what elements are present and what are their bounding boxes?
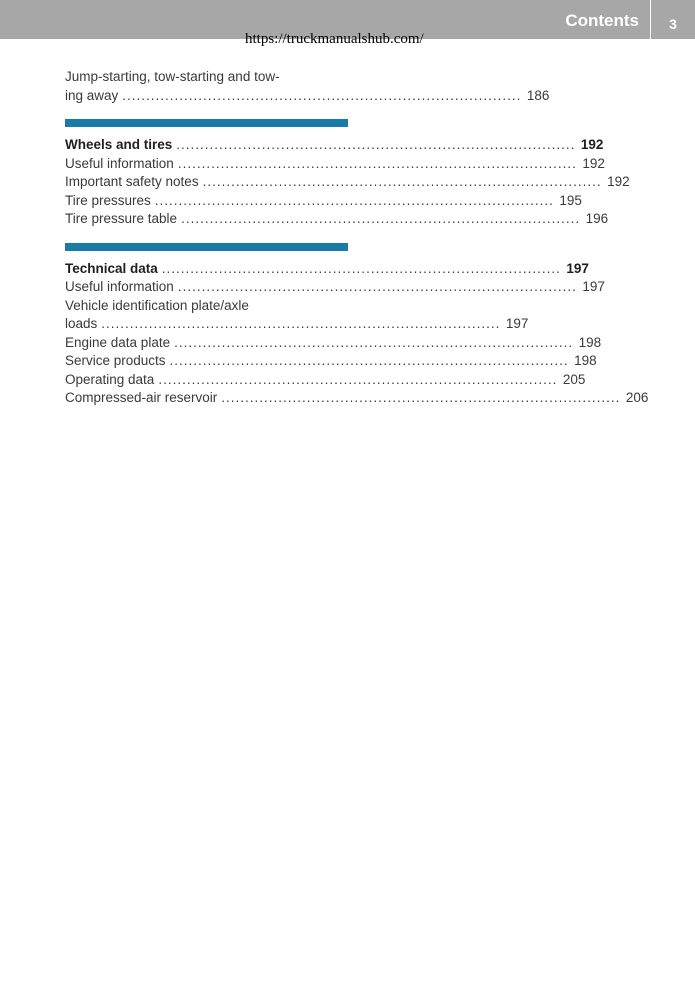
toc-entry[interactable] — [65, 210, 609, 229]
toc-entry[interactable] — [65, 173, 630, 192]
toc-entry[interactable] — [65, 278, 605, 297]
toc-entry-text: ing away — [65, 87, 119, 103]
page-number: 3 — [669, 16, 677, 32]
leader-dots: .................................................................................... — [221, 390, 621, 405]
leader-dots: .................................................................................... — [158, 371, 558, 387]
toc-entry-text: Operating data — [65, 371, 155, 387]
toc-section-title: Technical data — [65, 260, 158, 276]
toc-page-number: 206 — [625, 390, 649, 405]
leader-dots: .................................................................................... — [176, 137, 576, 152]
toc-entry-text: Tire pressures — [65, 192, 151, 208]
toc-entry[interactable] — [65, 389, 649, 408]
leader-dots: .................................................................................... — [169, 353, 569, 368]
toc-entry-text: Engine data plate — [65, 334, 171, 350]
toc-entry[interactable] — [65, 297, 529, 334]
toc-entry-text: Useful information — [65, 279, 174, 294]
toc-section-wheels-and-tires[interactable] — [65, 136, 604, 155]
section-divider — [65, 243, 348, 251]
toc-entry-text: Compressed-air reservoir — [65, 390, 218, 405]
toc-entry-text: Jump-starting, tow-starting and tow- — [65, 69, 280, 84]
toc-page-number: 192 — [580, 137, 604, 152]
leader-dots: .................................................................................... — [154, 192, 554, 208]
leader-dots: .................................................................................... — [174, 334, 574, 350]
toc-page-number: 186 — [526, 87, 550, 103]
toc-page-number: 192 — [607, 174, 630, 189]
watermark-url: https://truckmanualshub.com/ — [245, 31, 424, 47]
toc-page-number: 198 — [574, 353, 597, 368]
leader-dots: .................................................................................... — [181, 211, 581, 226]
toc-entry-text: Important safety notes — [65, 174, 199, 189]
toc-page-number: 197 — [505, 316, 529, 331]
table-of-contents — [65, 68, 649, 408]
toc-page-number: 205 — [562, 371, 586, 387]
toc-page-number: 196 — [585, 211, 609, 226]
toc-page-number: 197 — [582, 279, 605, 294]
toc-section-title: Wheels and tires — [65, 137, 173, 152]
toc-section-technical-data[interactable] — [65, 260, 589, 279]
toc-entry-text: Vehicle identification plate/axle — [65, 297, 249, 313]
toc-page-number: 195 — [559, 192, 582, 208]
leader-dots: .................................................................................... — [177, 155, 577, 171]
section-divider — [65, 119, 348, 127]
leader-dots: .................................................................................... — [161, 260, 561, 276]
toc-entry-text: Service products — [65, 353, 166, 368]
toc-entry[interactable] — [65, 334, 602, 353]
leader-dots: .................................................................................... — [122, 87, 522, 103]
toc-entry-text: Tire pressure table — [65, 211, 178, 226]
toc-entry-text: Useful information — [65, 155, 174, 171]
toc-page-number: 197 — [566, 260, 589, 276]
toc-page-number: 198 — [578, 334, 602, 350]
toc-entry[interactable] — [65, 352, 597, 371]
toc-entry[interactable] — [65, 371, 586, 390]
page-title: Contents — [565, 11, 639, 30]
leader-dots: .................................................................................... — [202, 174, 602, 189]
toc-entry[interactable] — [65, 192, 582, 211]
toc-entry-jump-starting[interactable] — [65, 68, 550, 105]
toc-entry-text: loads — [65, 316, 98, 331]
toc-entry[interactable] — [65, 155, 605, 174]
leader-dots: .................................................................................... — [177, 279, 577, 294]
toc-page-number: 192 — [582, 155, 605, 171]
leader-dots: .................................................................................... — [101, 316, 501, 331]
